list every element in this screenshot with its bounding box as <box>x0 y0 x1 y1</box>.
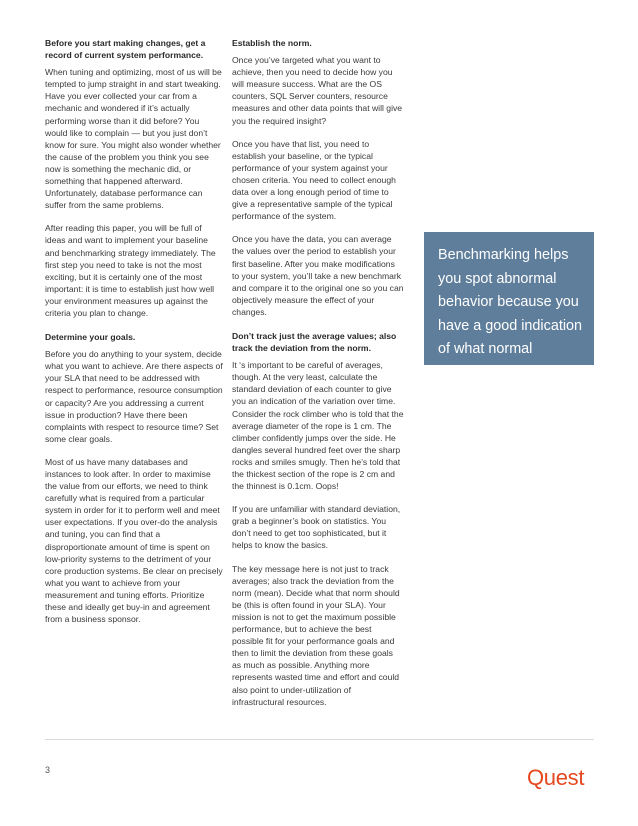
section-heading: Determine your goals. <box>45 332 136 343</box>
page-number: 3 <box>45 765 51 775</box>
body-paragraph: It ‘s important to be careful of averages, though. At the very least, calculate the standard deviation of each counter to give you an indication of the variation over time. Consider the rock climber who is told that the average diameter of the rope is 1 cm. The climber confidently jumps over the side. He dangles several hundred feet over the sharp rocks and smiles smugly. Then he’s told that the thickest section of the rope is 2 cm and the thinnest is 0.1cm. Oops! <box>232 360 404 492</box>
section-heading: Before you start making changes, get a record of current system performance. <box>45 38 206 61</box>
section-heading: Don’t track just the average values; also track the deviation from the norm. <box>232 330 397 354</box>
footer-divider <box>45 739 594 740</box>
body-paragraph: Before you do anything to your system, decide what you want to achieve. Are there aspects of your SLA that need to be addressed with respect to performance, resource consumption or capacity? Are you addressing a current issue in production? Have there been complaints with respect to resource time? Set some clear goals. <box>45 349 223 444</box>
body-paragraph: Once you’ve targeted what you want to achieve, then you need to decide how you will measure success. What are the OS counters, SQL Server counters, resource measures and other data points that will give you the required insight? <box>232 55 403 126</box>
body-paragraph: Once you have the data, you can average the values over the period to establish your first baseline. After you make modifications to your system, you’ll take a new benchmark and compare it to the original one so you can objectively measure the effect of your changes. <box>232 234 404 317</box>
middle-column <box>232 37 404 708</box>
body-paragraph: The key message here is not just to track averages; also track the deviation from the norm (mean). Decide what that norm should be (this is often found in your SLA). Your mission is not to get the maximum possible performance, but to achieve the best possible fit for your performance goals and then to limit the deviation from these goals as much as possible. Anything more represents wasted time and effort and could also point to under-utilization of infrastructural resources. <box>232 563 400 707</box>
body-paragraph: Most of us have many databases and instances to look after. In order to maximise the value from our efforts, we need to think carefully what is required from a particular system in order for it to perform well and meet user expectations. If you over-do the analysis and tuning, you can find that a disproportionate amount of time is spent on low-priority systems to the detriment of your core production systems. Be clear on precisely what you want to achieve from your measurement and tuning efforts. Prioritize these and ideally get buy-in and agreement from a business sponsor. <box>45 456 223 625</box>
section-heading: Establish the norm. <box>232 38 312 48</box>
quest-logo: Quest <box>527 765 585 790</box>
body-paragraph: Once you have that list, you need to establish your baseline, or the typical performance of your system against your chosen criteria. You need to collect enough data over a long enough period of time to give a representative sample of the typical performance of the system. <box>232 138 396 222</box>
pull-quote-callout: Benchmarking helps you spot abnormal behavior because you have a good indication of what normal behavior is. <box>424 232 594 365</box>
body-paragraph: When tuning and optimizing, most of us will be tempted to jump straight in and start tweaking. Have you ever collected your car from a mechanic and wondered if it’s actually performing worse than it did before? You would like to complain — but you just don’t know for sure. You might also wonder whether the cause of the problem you think you see now is something the mechanic did, or something that happened afterward. Unfortunately, database performance can suffer from the same problems. <box>45 67 222 211</box>
left-column <box>45 37 223 625</box>
body-paragraph: After reading this paper, you will be full of ideas and want to implement your baseline and benchmarking strategy immediately. The first step you need to take is not the most exciting, but it is certainly one of the most important: it is time to establish just how well your environment measures up against the criteria you plan to change. <box>45 223 216 318</box>
body-paragraph: If you are unfamiliar with standard deviation, grab a beginner’s book on statistics. You don’t need to get too sophisticated, but it helps to know the basics. <box>232 504 401 551</box>
